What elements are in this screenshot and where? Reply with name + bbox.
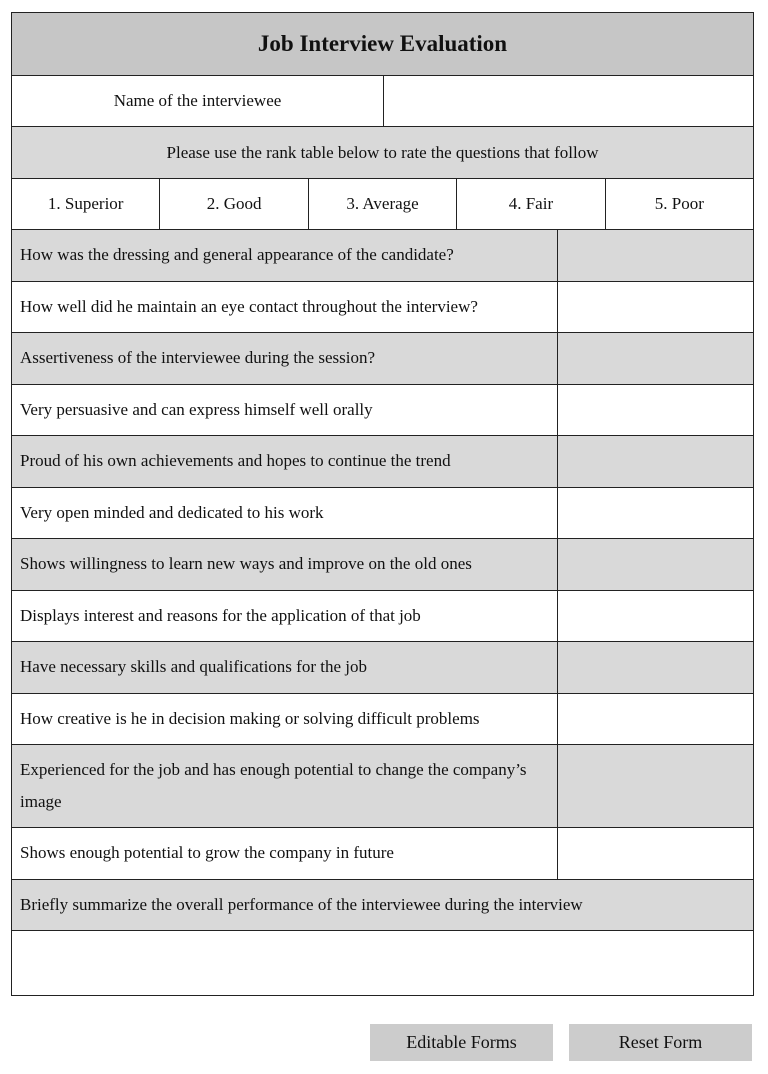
- question-text: Have necessary skills and qualifications for the job: [12, 642, 558, 693]
- question-text: Displays interest and reasons for the application of that job: [12, 591, 558, 642]
- rating-input[interactable]: [558, 488, 753, 539]
- question-row: [12, 230, 753, 282]
- question-row: [12, 539, 753, 591]
- evaluation-form: [11, 12, 754, 996]
- question-row: [12, 385, 753, 437]
- name-input[interactable]: [384, 76, 753, 126]
- rating-input[interactable]: [558, 282, 753, 333]
- question-row: [12, 745, 753, 828]
- rank-fair: 4. Fair: [457, 179, 605, 229]
- question-text: How creative is he in decision making or solving difficult problems: [12, 694, 558, 745]
- question-row: [12, 694, 753, 746]
- question-row: [12, 282, 753, 334]
- rank-table: [12, 179, 753, 230]
- question-row: [12, 591, 753, 643]
- rating-input[interactable]: [558, 436, 753, 487]
- rating-input[interactable]: [558, 385, 753, 436]
- question-text: Proud of his own achievements and hopes to continue the trend: [12, 436, 558, 487]
- question-text: Shows enough potential to grow the company in future: [12, 828, 558, 879]
- rating-input[interactable]: [558, 745, 753, 827]
- question-row: [12, 436, 753, 488]
- question-row: [12, 488, 753, 540]
- rating-input[interactable]: [558, 642, 753, 693]
- reset-form-button[interactable]: Reset Form: [569, 1024, 752, 1061]
- rating-input[interactable]: [558, 591, 753, 642]
- question-text: Very persuasive and can express himself well orally: [12, 385, 558, 436]
- rank-average: 3. Average: [309, 179, 457, 229]
- question-text: How was the dressing and general appearance of the candidate?: [12, 230, 558, 281]
- question-text: Shows willingness to learn new ways and improve on the old ones: [12, 539, 558, 590]
- question-row: [12, 642, 753, 694]
- rating-input[interactable]: [558, 230, 753, 281]
- question-row: [12, 828, 753, 880]
- question-text: How well did he maintain an eye contact throughout the interview?: [12, 282, 558, 333]
- rating-input[interactable]: [558, 828, 753, 879]
- rank-superior: 1. Superior: [12, 179, 160, 229]
- rank-poor: 5. Poor: [654, 194, 704, 213]
- question-text: Experienced for the job and has enough potential to change the company’s image: [12, 745, 558, 827]
- editable-forms-button[interactable]: Editable Forms: [370, 1024, 553, 1061]
- rating-input[interactable]: [558, 539, 753, 590]
- rank-good: 2. Good: [160, 179, 308, 229]
- summary-label: Briefly summarize the overall performance of the interviewee during the interview: [12, 880, 753, 931]
- question-text: Assertiveness of the interviewee during the session?: [12, 333, 558, 384]
- rating-input[interactable]: [558, 333, 753, 384]
- rating-input[interactable]: [558, 694, 753, 745]
- name-row: [12, 76, 753, 127]
- instructions: Please use the rank table below to rate the questions that follow: [12, 127, 753, 179]
- name-label: Name of the interviewee: [12, 76, 384, 126]
- question-text: Very open minded and dedicated to his work: [12, 488, 558, 539]
- form-title: Job Interview Evaluation: [12, 13, 753, 76]
- summary-textarea[interactable]: [12, 931, 753, 995]
- question-row: [12, 333, 753, 385]
